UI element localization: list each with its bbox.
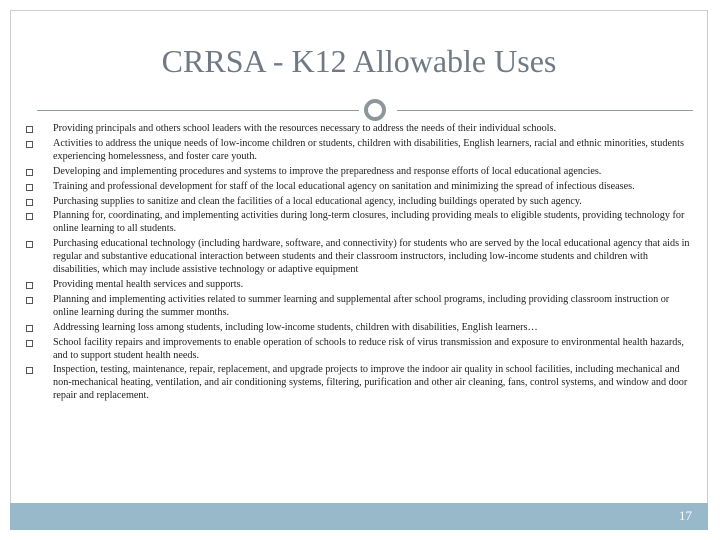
bullet-item	[18, 196, 698, 209]
bullet-list	[18, 123, 698, 405]
bullet-item	[18, 166, 698, 179]
checkbox-icon	[26, 241, 33, 248]
checkbox-icon	[26, 282, 33, 289]
bullet-item	[18, 123, 698, 136]
bullet-text: Addressing learning loss among students, including low-income students, children with disabilities, English learners…	[53, 321, 538, 333]
bullet-text: Purchasing educational technology (including hardware, software, and connectivity) for students who are served by the local educational agency that aids in regular and substantive educational interaction between students and their classroom instructors, including low-income students and children with disabilities, which may include assistive technology or adaptive equipment	[53, 238, 690, 276]
bullet-item	[18, 294, 698, 320]
checkbox-icon	[26, 213, 33, 220]
bullet-item	[18, 181, 698, 194]
bullet-text: Providing mental health services and supports.	[53, 278, 244, 290]
bullet-text: Inspection, testing, maintenance, repair, replacement, and upgrade projects to improve the indoor air quality in school facilities, including mechanical and non-mechanical heating, ventilation, and air conditioning systems, filtering, purification and other air cleaning, fans, control systems, and window and door repair and replacement.	[53, 364, 688, 402]
title-divider-left	[37, 110, 359, 111]
bullet-text: Activities to address the unique needs of low-income children or students, children with disabilities, English learners, racial and ethnic minorities, students experiencing homelessness, and foster care youth.	[53, 137, 684, 162]
checkbox-icon	[26, 367, 33, 374]
bullet-text: Providing principals and others school leaders with the resources necessary to address the needs of their individual schools.	[53, 123, 557, 134]
bullet-item	[18, 279, 698, 292]
title-divider-right	[397, 110, 693, 111]
checkbox-icon	[26, 169, 33, 176]
bullet-text: Training and professional development for staff of the local educational agency on sanitation and minimizing the spread of infectious diseases.	[53, 180, 635, 192]
slide-title: CRRSA - K12 Allowable Uses	[161, 43, 557, 79]
circle-ornament-icon	[364, 99, 386, 121]
bullet-text: Planning for, coordinating, and implementing activities during long-term closures, including providing meals to eligible students, providing technology for online learning to all students.	[53, 210, 685, 235]
bullet-item	[18, 337, 698, 363]
bullet-item	[18, 238, 698, 277]
checkbox-icon	[26, 126, 33, 133]
bullet-item	[18, 364, 698, 403]
bullet-text: School facility repairs and improvements to enable operation of schools to reduce risk of virus transmission and exposure to environmental health hazards, and to support student health needs.	[53, 336, 684, 361]
checkbox-icon	[26, 325, 33, 332]
bullet-text: Developing and implementing procedures and systems to improve the preparedness and response efforts of local educational agencies.	[53, 165, 602, 177]
bullet-text: Planning and implementing activities related to summer learning and supplemental after school programs, including providing classroom instruction or online learning during the summer months.	[53, 293, 670, 318]
page-number: 17	[679, 508, 692, 523]
footer-bar	[10, 503, 708, 530]
bullet-text: Purchasing supplies to sanitize and clean the facilities of a local educational agency, including buildings operated by such agency.	[53, 195, 582, 207]
checkbox-icon	[26, 297, 33, 304]
checkbox-icon	[26, 199, 33, 206]
checkbox-icon	[26, 184, 33, 191]
bullet-item	[18, 138, 698, 164]
checkbox-icon	[26, 141, 33, 148]
bullet-item	[18, 322, 698, 335]
bullet-item	[18, 210, 698, 236]
checkbox-icon	[26, 340, 33, 347]
